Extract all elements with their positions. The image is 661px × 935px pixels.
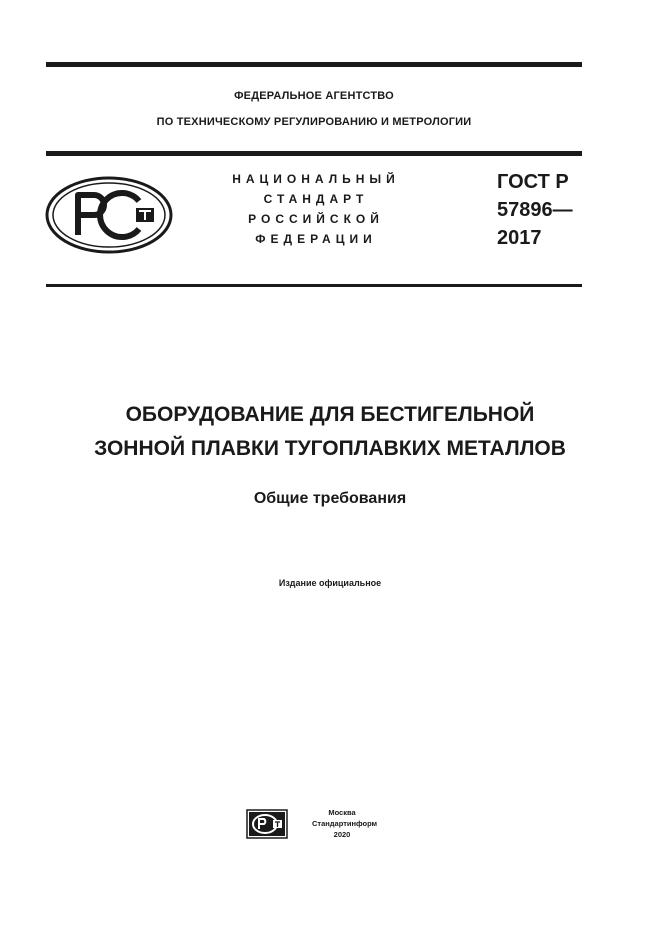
standard-designation-line2: 57896—	[497, 199, 573, 221]
publisher-name: Стандартинформ	[312, 819, 378, 828]
standard-type-line1: НАЦИОНАЛЬНЫЙ	[232, 172, 400, 186]
standard-designation-line1: ГОСТ Р	[497, 171, 569, 193]
edition-note: Издание официальное	[278, 578, 382, 588]
standard-type-line3: РОССИЙСКОЙ	[248, 212, 384, 226]
standartinform-logo-icon	[246, 809, 288, 839]
top-rule	[46, 62, 582, 67]
agency-name-line1: ФЕДЕРАЛЬНОЕ АГЕНТСТВО	[234, 90, 394, 102]
document-subtitle: Общие требования	[253, 490, 407, 507]
document-title-line2: ЗОННОЙ ПЛАВКИ ТУГОПЛАВКИХ МЕТАЛЛОВ	[94, 437, 566, 460]
gost-r-logo-icon	[44, 175, 174, 255]
standard-type-line4: ФЕДЕРАЦИИ	[255, 232, 377, 246]
document-title-line1: ОБОРУДОВАНИЕ ДЛЯ БЕСТИГЕЛЬНОЙ	[125, 403, 535, 426]
designation-rule	[46, 284, 582, 287]
publisher-city: Москва	[328, 808, 356, 817]
standard-type-line2: СТАНДАРТ	[263, 192, 369, 206]
publisher-year: 2020	[333, 830, 351, 839]
standard-designation-line3: 2017	[497, 227, 542, 249]
header-rule	[46, 151, 582, 156]
agency-name-line2: ПО ТЕХНИЧЕСКОМУ РЕГУЛИРОВАНИЮ И МЕТРОЛОГИИ	[156, 116, 472, 128]
